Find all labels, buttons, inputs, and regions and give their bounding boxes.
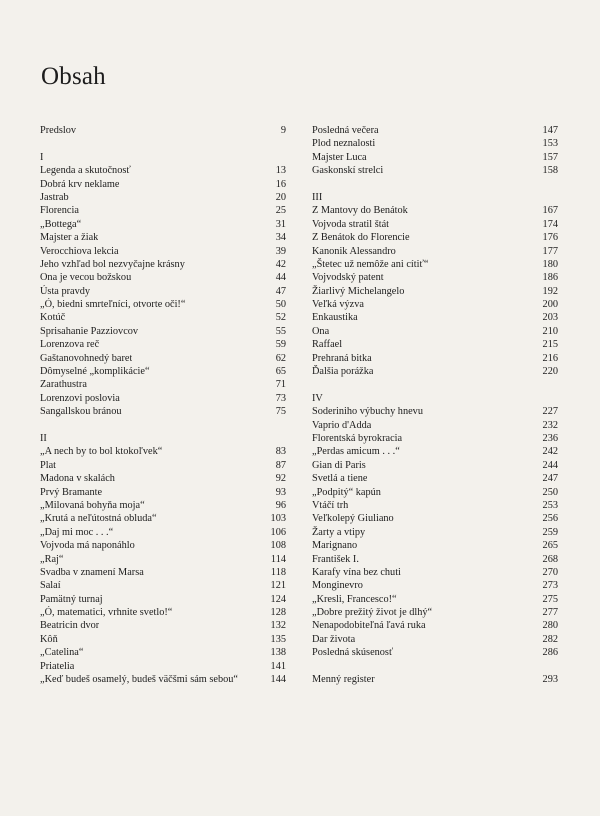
toc-entry — [40, 365, 286, 378]
toc-entry — [312, 472, 558, 485]
toc-entry — [312, 619, 558, 632]
toc-entry-title: Lorenzova reč — [40, 339, 100, 351]
toc-entry — [40, 218, 286, 231]
toc-entry-title: Madona v skalách — [40, 473, 115, 485]
toc-entry-title: „Raj“ — [40, 553, 64, 565]
toc-entry-page: 121 — [270, 580, 286, 592]
toc-entry — [40, 178, 286, 191]
toc-entry-title: Ona — [312, 325, 330, 337]
toc-entry — [40, 459, 286, 472]
toc-entry-title: Ona je vecou božskou — [40, 272, 132, 284]
toc-entry-title: Priatelia — [40, 660, 75, 672]
toc-entry-title: Lorenzovi poslovia — [40, 392, 120, 404]
toc-entry-page: 176 — [542, 232, 558, 244]
toc-entry-title: „Daj mi moc . . .“ — [40, 526, 114, 538]
toc-entry-page: 227 — [542, 406, 558, 418]
toc-entry-page: 277 — [542, 607, 558, 619]
toc-entry — [312, 378, 558, 391]
toc-entry — [40, 311, 286, 324]
toc-entry-title: Gaštanovohnedý baret — [40, 352, 133, 364]
toc-entry — [312, 459, 558, 472]
toc-entry — [40, 392, 286, 405]
toc-entry — [40, 231, 286, 244]
toc-entry-page: 203 — [542, 312, 558, 324]
toc-entry — [40, 191, 286, 204]
toc-entry — [312, 660, 558, 673]
toc-entry — [40, 338, 286, 351]
toc-entry — [312, 311, 558, 324]
toc-entry — [40, 566, 286, 579]
toc-entry-page: 75 — [275, 406, 286, 418]
toc-entry-page: 167 — [542, 205, 558, 217]
toc-entry-title: Dar života — [312, 633, 356, 645]
toc-entry-page: 31 — [275, 218, 286, 230]
toc-entry — [312, 178, 558, 191]
toc-entry — [40, 378, 286, 391]
toc-entry — [312, 271, 558, 284]
toc-entry-page: 177 — [542, 245, 558, 257]
toc-entry — [312, 432, 558, 445]
toc-entry-title: „A nech by to bol ktokoľvek“ — [40, 446, 163, 458]
toc-entry-page: 268 — [542, 553, 558, 565]
toc-entry-page: 93 — [275, 486, 286, 498]
toc-entry-title: Kôň — [40, 633, 58, 645]
toc-entry-title: Monginevro — [312, 580, 363, 592]
toc-entry-title: Zarathustra — [40, 379, 87, 391]
toc-entry-page: 180 — [542, 258, 558, 270]
toc-entry — [40, 258, 286, 271]
toc-entry — [312, 673, 558, 686]
toc-entry — [40, 593, 286, 606]
toc-entry — [312, 512, 558, 525]
toc-entry — [40, 151, 286, 164]
toc-entry-title: Soderiniho výbuchy hnevu — [312, 406, 423, 418]
toc-entry — [312, 405, 558, 418]
toc-entry-title: Predslov — [40, 125, 77, 136]
toc-entry-title: Menný register — [312, 674, 375, 686]
toc-right-column — [312, 124, 558, 686]
toc-entry-title: Z Mantovy do Benátok — [312, 205, 408, 217]
toc-entry-title: Ďalšia porážka — [312, 366, 374, 378]
toc-entry-page: 253 — [542, 499, 558, 511]
toc-entry-page: 215 — [542, 339, 558, 351]
toc-entry-page: 256 — [542, 513, 558, 525]
toc-entry-title: „Keď budeš osamelý, budeš väčšmi sám sebou“ — [40, 674, 238, 686]
toc-entry-page: 270 — [542, 566, 558, 578]
toc-entry — [40, 137, 286, 150]
toc-entry — [40, 271, 286, 284]
toc-entry-page: 135 — [270, 633, 286, 645]
toc-entry-page: 62 — [275, 352, 286, 364]
toc-entry-title: Kotúč — [40, 312, 66, 324]
toc-entry-title: Raffael — [312, 339, 343, 351]
toc-entry-page: 13 — [275, 165, 286, 177]
toc-entry-page: 280 — [542, 620, 558, 632]
toc-entry-title: Svetlá a tiene — [312, 473, 368, 485]
toc-entry-title: IV — [312, 392, 323, 404]
toc-entry-page: 52 — [275, 312, 286, 324]
toc-entry-title: Posledná skúsenosť — [312, 647, 394, 659]
toc-entry-page: 42 — [275, 258, 286, 270]
toc-entry — [312, 204, 558, 217]
toc-entry-page: 242 — [542, 446, 558, 458]
toc-entry-title: Dômyselné „komplikácie“ — [40, 366, 150, 378]
toc-entry — [312, 298, 558, 311]
toc-entry-page: 118 — [270, 566, 286, 578]
toc-entry — [40, 512, 286, 525]
toc-entry — [40, 285, 286, 298]
toc-entry-title: III — [312, 191, 323, 203]
toc-entry-page: 50 — [275, 299, 286, 311]
toc-entry-page: 273 — [542, 580, 558, 592]
toc-entry-title: Jastrab — [40, 191, 69, 203]
toc-entry-title: Marignano — [312, 540, 358, 552]
toc-entry-title: „Krutá a neľútostná obluda“ — [40, 513, 157, 525]
toc-entry-title: Karafy vína bez chuti — [312, 566, 401, 578]
toc-entry-title: Majster Luca — [312, 151, 367, 163]
toc-entry-title: I — [40, 151, 44, 163]
toc-entry-page: 39 — [275, 245, 286, 257]
toc-entry-title: Prvý Bramante — [40, 486, 103, 498]
toc-entry-page: 128 — [270, 607, 286, 619]
toc-entry — [40, 245, 286, 258]
toc-entry — [312, 231, 558, 244]
toc-entry-page: 210 — [542, 325, 558, 337]
toc-entry — [40, 606, 286, 619]
toc-entry-page: 192 — [542, 285, 558, 297]
toc-entry-page: 132 — [270, 620, 286, 632]
toc-entry-title: Nenapodobiteľná ľavá ruka — [312, 620, 426, 632]
toc-entry-page: 92 — [275, 473, 286, 485]
toc-entry-page: 259 — [542, 526, 558, 538]
toc-entry — [40, 646, 286, 659]
toc-entry — [40, 633, 286, 646]
toc-entry-page: 59 — [275, 339, 286, 351]
toc-entry — [40, 352, 286, 365]
toc-entry-title: Verocchiova lekcia — [40, 245, 119, 257]
toc-entry-page: 174 — [542, 218, 558, 230]
toc-entry — [40, 445, 286, 458]
toc-entry — [312, 419, 558, 432]
toc-entry-title: Veľkolepý Giuliano — [312, 513, 394, 525]
toc-entry-title: Z Benátok do Florencie — [312, 232, 410, 244]
toc-entry-page: 47 — [275, 285, 286, 297]
toc-entry-page: 282 — [542, 633, 558, 645]
toc-entry — [312, 164, 558, 177]
toc-entry-title: Enkaustika — [312, 312, 358, 324]
toc-entry-title: Vojvodský patent — [312, 272, 384, 284]
toc-entry — [40, 298, 286, 311]
toc-entry-page: 124 — [270, 593, 286, 605]
toc-entry-page: 250 — [542, 486, 558, 498]
toc-entry-title: Florentská byrokracia — [312, 432, 403, 444]
toc-entry-title: Svadba v znamení Marsa — [40, 566, 144, 578]
toc-left-column — [40, 124, 286, 686]
toc-entry-title: František I. — [312, 553, 359, 565]
toc-entry-title: Vojvoda stratil štát — [312, 218, 390, 230]
toc-entry — [40, 539, 286, 552]
toc-entry-title: „Kresli, Francesco!“ — [312, 593, 397, 605]
toc-entry-title: Jeho vzhľad bol nezvyčajne krásny — [40, 258, 185, 270]
toc-entry — [312, 352, 558, 365]
toc-entry-page: 147 — [542, 125, 558, 136]
toc-entry-title: „Dobre prežitý život je dlhý“ — [312, 607, 433, 619]
toc-entry — [40, 124, 286, 137]
toc-entry-title: Legenda a skutočnosť — [40, 165, 131, 177]
toc-entry-title: Prehraná bitka — [312, 352, 372, 364]
toc-entry — [40, 579, 286, 592]
toc-entry — [312, 191, 558, 204]
toc-entry-title: Salaí — [40, 580, 61, 592]
toc-entry-page: 236 — [542, 432, 558, 444]
toc-entry-page: 220 — [542, 366, 558, 378]
toc-entry-title: Kanonik Alessandro — [312, 245, 396, 257]
toc-entry-title: „Podpitý“ kapún — [312, 486, 381, 498]
toc-entry-title: Gaskonskí strelci — [312, 165, 384, 177]
toc-entry-page: 200 — [542, 299, 558, 311]
toc-entry-title: Dobrá krv neklame — [40, 178, 120, 190]
toc-entry-page: 293 — [542, 674, 558, 686]
toc-entry-page: 286 — [542, 647, 558, 659]
toc-entry-page: 71 — [275, 379, 286, 391]
toc-entry — [40, 660, 286, 673]
toc-entry-title: „Bottega“ — [40, 218, 82, 230]
toc-entry-page: 247 — [542, 473, 558, 485]
toc-entry-page: 141 — [270, 660, 286, 672]
toc-entry — [312, 633, 558, 646]
toc-entry — [40, 204, 286, 217]
toc-entry-title: Vojvoda má naponáhlo — [40, 540, 135, 552]
toc-entry — [40, 619, 286, 632]
toc-entry — [40, 405, 286, 418]
toc-entry-page: 9 — [280, 125, 286, 136]
toc-entry — [312, 606, 558, 619]
toc-entry — [312, 124, 558, 137]
toc-entry-page: 44 — [275, 272, 286, 284]
toc-entry — [312, 285, 558, 298]
toc-entry-page: 103 — [270, 513, 286, 525]
toc-entry — [40, 553, 286, 566]
toc-entry-page: 114 — [270, 553, 286, 565]
toc-entry-page: 144 — [270, 674, 286, 686]
toc-entry — [312, 365, 558, 378]
toc-entry — [40, 432, 286, 445]
toc-entry-title: Pamätný turnaj — [40, 593, 103, 605]
toc-entry-page: 265 — [542, 540, 558, 552]
toc-entry-page: 16 — [275, 178, 286, 190]
toc-entry — [312, 392, 558, 405]
toc-entry-page: 108 — [270, 540, 286, 552]
toc-entry — [312, 593, 558, 606]
toc-entry-page: 65 — [275, 366, 286, 378]
toc-entry-title: Ústa pravdy — [40, 285, 91, 297]
toc-entry — [40, 486, 286, 499]
toc-entry-title: Žiarlivý Michelangelo — [312, 285, 405, 297]
toc-entry-title: Gian di Paris — [312, 459, 366, 471]
toc-entry-page: 153 — [542, 138, 558, 150]
toc-entry-title: „Štetec už nemôže ani cítiť“ — [312, 258, 429, 270]
toc-entry-page: 96 — [275, 499, 286, 511]
toc-entry — [312, 539, 558, 552]
toc-entry — [312, 646, 558, 659]
toc-entry-title: „Perdas amicum . . .“ — [312, 446, 400, 458]
toc-entry-page: 34 — [275, 232, 286, 244]
toc-entry — [40, 325, 286, 338]
toc-entry — [312, 151, 558, 164]
toc-entry-page: 244 — [542, 459, 558, 471]
toc-entry-title: „Ó, biedni smrteľníci, otvorte oči!“ — [40, 299, 186, 311]
toc-entry-title: Florencia — [40, 205, 79, 217]
toc-entry-page: 216 — [542, 352, 558, 364]
toc-entry-page: 106 — [270, 526, 286, 538]
toc-entry-page: 55 — [275, 325, 286, 337]
toc-entry — [312, 579, 558, 592]
toc-entry-page: 83 — [275, 446, 286, 458]
toc-entry-title: Plod neznalosti — [312, 138, 376, 150]
toc-entry — [40, 472, 286, 485]
toc-entry-page: 138 — [270, 647, 286, 659]
toc-entry — [312, 338, 558, 351]
toc-entry-title: Vtáčí trh — [312, 499, 349, 511]
toc-entry-title: Sprisahanie Pazziovcov — [40, 325, 139, 337]
toc-entry — [312, 486, 558, 499]
toc-entry — [40, 164, 286, 177]
toc-entry-page: 158 — [542, 165, 558, 177]
toc-entry — [312, 137, 558, 150]
toc-entry — [312, 325, 558, 338]
toc-entry-page: 87 — [275, 459, 286, 471]
toc-entry-title: „Ó, matematici, vrhnite svetlo!“ — [40, 607, 173, 619]
toc-entry-page: 157 — [542, 151, 558, 163]
toc-entry-title: Beatricin dvor — [40, 620, 100, 632]
toc-entry — [312, 218, 558, 231]
toc-entry-page: 275 — [542, 593, 558, 605]
toc-entry — [312, 245, 558, 258]
toc-entry-title: „Catelina“ — [40, 647, 84, 659]
toc-entry — [312, 566, 558, 579]
toc-entry-title: II — [40, 432, 47, 444]
toc-entry — [312, 526, 558, 539]
toc-entry-title: Žarty a vtipy — [312, 526, 366, 538]
toc-entry-title: Posledná večera — [312, 125, 379, 136]
toc-entry-title: Vaprio d'Adda — [312, 419, 372, 431]
toc-entry-title: „Milovaná bohyňa moja“ — [40, 499, 145, 511]
toc-entry — [40, 499, 286, 512]
toc-entry — [312, 258, 558, 271]
toc-entry — [312, 499, 558, 512]
toc-entry-page: 73 — [275, 392, 286, 404]
toc-entry-page: 25 — [275, 205, 286, 217]
toc-entry-page: 186 — [542, 272, 558, 284]
toc-entry-title: Veľká výzva — [312, 299, 364, 311]
toc-entry-title: Plat — [40, 459, 57, 471]
toc-entry — [312, 553, 558, 566]
toc-entry-page: 20 — [275, 191, 286, 203]
toc-entry — [40, 673, 286, 686]
toc-entry — [40, 419, 286, 432]
toc-entry-title: Majster a žiak — [40, 232, 99, 244]
toc-entry-page: 232 — [542, 419, 558, 431]
page-title: Obsah — [41, 62, 106, 90]
toc-entry-title: Sangallskou bránou — [40, 406, 122, 418]
toc-entry — [40, 526, 286, 539]
toc-entry — [312, 445, 558, 458]
